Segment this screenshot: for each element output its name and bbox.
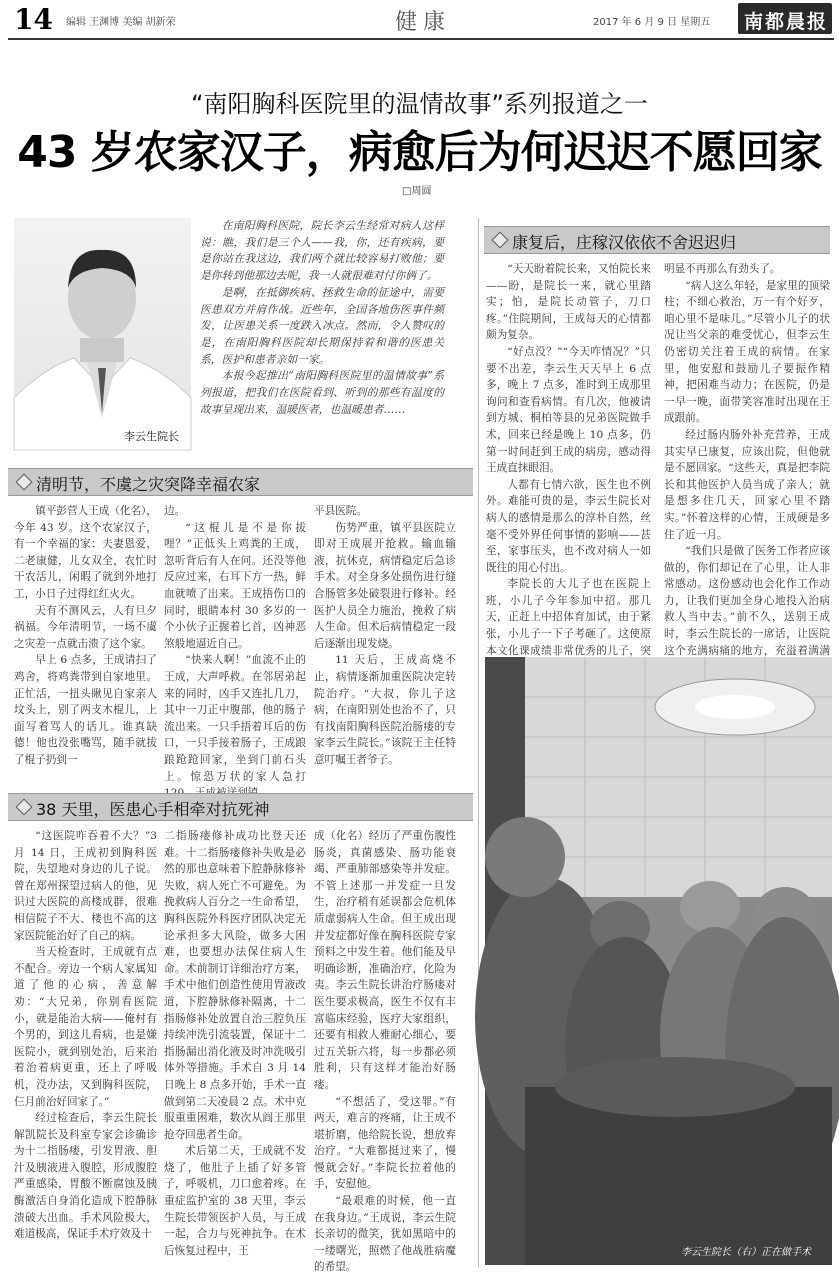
paragraph: 李院长的大儿子也在医院上班，小儿子今年参加中招。那几天，正赶上中招体育加试，由于紧张，小儿子一下子考砸了。这使原本文化课成绩非常优秀的儿子，突 <box>486 578 651 657</box>
section3-header <box>484 226 830 254</box>
masthead-logo <box>738 3 832 34</box>
section1-col1 <box>14 503 157 793</box>
header-rule <box>8 38 834 40</box>
paragraph: 当天检查时，王成就有点不配合。旁边一个病人家属知道了他的心病，善意解劝：“大兄弟，你别看医院小，就是能治大病——俺村有个男的，到这儿看病，也是嫌医院小，就到别处治，后来治着治着病更重，还上了呼吸机，没办法，又到胸科医院，仨月前治好回家了。” <box>14 946 157 1108</box>
paragraph: 平县医院。 <box>314 505 367 517</box>
column-divider <box>478 218 479 1268</box>
section1-title: 清明节，不虞之灾突降幸福农家 <box>36 475 261 494</box>
paragraph: 伤势严重，镇平县医院立即对王成展开抢救。输血输液，抗休克，病情稳定后急诊手术。对全身多处损伤进行缝合肠管多处破裂进行修补。经医护人员全力施治，挽救了病人生命。但术后病情稳定一段后逐渐出现发烧。 <box>314 521 456 650</box>
section3-col1 <box>486 261 651 657</box>
paragraph: 人都有七情六欲，医生也不例外。难能可贵的是，李云生院长对病人的感情是那么的淳朴自然，丝毫不受外界任何事情的影响——甚至，家事压头，也不改对病人一如既往的用心付出。 <box>486 478 651 574</box>
section1-header <box>8 468 473 496</box>
surgery-illustration <box>485 657 832 1265</box>
diamond-icon <box>16 799 33 816</box>
paragraph: “我们只是做了医务工作者应该做的，你们却记在了心里，让人非常感动。这份感动也会化作工作动力，让我们更加全身心地投入治病救人当中去。”前不久，送别王成时，李云生院长的一席话，让医院这个充满病痛的地方，充溢着满满 <box>664 545 830 657</box>
page-header <box>0 0 839 40</box>
section2-col2 <box>164 828 306 1266</box>
paragraph: “最艰难的时候，他一直在我身边。”王成说，李云生院长亲切的微笑，犹如黑暗中的一缕曙光，照燃了他战胜病魔的希望。 <box>314 1195 456 1274</box>
intro-paragraph: 是啊，在抵御疾病、拯救生命的征途中，需要医患双方并肩作战。近些年，全国各地伤医事件频发，让医患关系一度跌入冰点。然而，令人赞叹的是，在南阳胸科医院却长期保持着和谐的医患关系，医护和患者亲如一家。 <box>200 285 444 366</box>
paragraph: “这医院咋吞着不大？”3 月 14 日，王成初到胸科医院，失望地对身边的儿子说。曾在郑州探望过病人的他，见识过大医院的高楼成群，很难相信院子不大、楼也不高的这家医院能治好了自己的病。 <box>14 830 157 942</box>
surgery-photo <box>485 657 832 1265</box>
surgery-photo-caption: 李云生院长（右）正在做手术 <box>681 1247 811 1258</box>
intro-text <box>200 218 444 450</box>
headline-title: 43 岁农家汉子，病愈后为何迟迟不愿回家 <box>17 127 822 178</box>
issue-date: 2017 年 6 月 9 日 星期五 <box>593 17 711 28</box>
byline: □周圆 <box>402 186 432 197</box>
section3-title: 康复后，庄稼汉依依不舍迟迟归 <box>512 233 737 252</box>
paragraph: “病人这么年轻，是家里的顶梁柱；不细心救治，万一有个好歹，咱心里不是味儿。”尽管小儿子的状况让当父亲的难受忧心，但李云生仍密切关注着王成的病情。在家里，他安慰和鼓励儿子要振作精神，把困难当动力；在医院，仍是一早一晚，面带笑容准时出现在王成跟前。 <box>664 279 830 425</box>
masthead-logo-text: 南都晨报 <box>744 11 829 33</box>
paragraph: 镇平彭营人王成（化名），今年 43 岁。这个农家汉子，有一个幸福的家：夫妻恩爱，二老康健，儿女双全，农忙时干农活儿，闲暇了就到外地打工，小日子过得红红火火。 <box>14 505 158 600</box>
page-number: 14 <box>14 3 53 36</box>
diamond-icon <box>16 474 33 491</box>
paragraph: 明显不再那么有劲头了。 <box>664 263 781 275</box>
editors-line: 编辑 王渊博 美编 胡新荣 <box>66 17 176 28</box>
portrait-caption: 李云生院长 <box>124 430 179 443</box>
paragraph: 边。 <box>164 505 186 517</box>
paragraph: “快来人啊！”血流不止的王成，大声呼救。在邻居弟起来的同时，凶手又连扎几刀，其中一刀正中腹部，他的肠子流出来。一只手捂着耳后的伤口，一只手接着肠子，王成踉踉跄跄回家，坐到门前石头上。惊恐万状的家人急打 <box>164 654 306 783</box>
paragraph: 11 天后，王成高烧不止，病情逐渐加重医院决定转院治疗。“大叔，你儿子这病，在南阳别处也治不了，只有找南阳胸科医院治肠瘘的专家李云生院长。”该院王主任特意叮嘱王者爷子。 <box>314 654 456 766</box>
paragraph: 术后第二天，王成就不发烧了，他肚子上插了好多管子，呼吸机，刀口愈着疼。在重症监护室的 38 天里，李云生院长带领医护人员，与王成一起，合力与死神抗争。在术后恢复过程中，王 <box>164 1145 306 1257</box>
paragraph: “这棍儿是不是你拔哩？”正低头上鸡粪的王成，忽听背后有人在问。还没等他反应过来，右耳下方一热，鲜血就喷了出来。王成捂伤口的同时，眼睛本村 30 多岁的一个小伙子正握着匕首，凶神恶煞般地逼近自己。 <box>164 521 306 650</box>
section2-title: 38 天里，医患心手相牵对抗死神 <box>36 800 270 819</box>
portrait-illustration <box>14 218 191 450</box>
section3-col2 <box>664 261 830 657</box>
paragraph: “天天盼着院长来，又怕院长来——盼，是院长一来，就心里踏实；怕，是院长动管子，刀口疼。”住院期间，王成每天的心情都颇为复杂。 <box>486 263 651 342</box>
section1-col2 <box>164 503 306 793</box>
paragraph: 早上 6 点多，王成请扫了鸡舍，将鸡粪带到自家地里。正忙活，一扭头瞅见自家亲人坟头上，别了两支木棍儿，上面写着骂人的话儿。谁真缺德！他也没张嘴骂，随手就拔了棍子扔到一 <box>14 654 157 766</box>
paragraph: “好点没？”“今天咋情况？”只要不出差，李云生天天早上 6 点多，晚上 7 点多，准时到王成那里询问和查看病情。有几次，他被请到方城、桐柏等县的兄弟医院做手术，回来已经是晚上 10 点多，仍第一时间赶到王成的病房，感动得王成直抹眼泪。 <box>486 345 651 475</box>
paragraph: 二指肠瘘修补成功比登天还难。十二指肠瘘修补失败是必然的那也意味着下腔静脉修补失败，病人死亡不可避免。为挽救病人百分之一生命希望，胸科医院外科医疗团队决定无论承担多大风险，做多大困难，也要想办法保住病人生命。术前制订详细治疗方案，手术中他们创造性使用胃液改道，下腔静脉修补隔离，十二指肠修补处放置自治三腔负压持续冲洗引流装置，保证十二指肠漏出消化液及时冲洗吸引体外等措施。手术自 3 月 14 日晚上 8 点多开始，手术一直做到第二天凌晨 2 点。术中克服重重困难，数次从阎王那里抢夺回患者生命。 <box>164 830 306 1141</box>
intro-paragraph: 本报今起推出“南阳胸科医院里的温情故事”系列报道，把我们在医院看到、听到的那些有温度的故事呈现出来，温暖医者，也温暖患者…… <box>200 369 444 416</box>
headline-kicker: “南阳胸科医院里的温情故事”系列报道之一 <box>191 90 648 118</box>
paragraph: 天有不测风云，人有旦夕祸福。今年清明节，一场不虞之灾差一点就击溃了这个家。 <box>14 604 157 650</box>
section2-col1 <box>14 828 157 1266</box>
paragraph: 经过肠内肠外补充营养，王成其实早已康复，应该出院，但他就是不愿回家。“这些天，真是把李院长和其他医护人员当成了亲人；就是想多住几天，回家心里不踏实。”怀着这样的心情，王成硬是多住了近一月。 <box>664 428 830 541</box>
paragraph: 经过检查后，李云生院长解凯院长及科室专家会诊确诊为十二指肠瘘，引发胃液、胆汁及胰液进入腹腔，形成腹腔严重感染，胃酸不断腐蚀及胰酶激活自身消化造成下腔静脉溃破大出血。手术风险极大，难道极高，保证手术疗效及十 <box>14 1112 157 1241</box>
intro-paragraph: 在南阳胸科医院，院长李云生经常对病人这样说：瞧，我们是三个人——我，你，还有疾病，要是你站在我这边，我们两个就比较容易打败他；要是你转到他那边去呢，我一人就很难对付你俩了。 <box>200 219 444 283</box>
diamond-icon <box>492 232 509 249</box>
section2-col3 <box>314 828 456 1274</box>
paragraph: 成（化名）经历了严重伤腹性肠炎，真菌感染、肠功能衰竭、严重肺部感染等并发症。不管上述那一并发症一旦发生，治疗稍有延误都会危机体质虚弱病人生命。但王成出现并发症都好像在胸科医院专家预料之中发生着。他们能及早明确诊断，准确治疗，化险为夷。李云生院长讲治疗肠瘘对医生要求极高，医生不仅有丰富临床经验，医疗大家组织，还要有相救人雅耐心细心，要过五关斩六将，每一步都必须胜利，只有这样才能治好肠瘘。 <box>314 830 456 1091</box>
section1-col3 <box>314 503 456 793</box>
section-name: 健康 <box>395 10 452 35</box>
portrait-photo <box>14 218 191 450</box>
section2-header <box>8 793 473 821</box>
paragraph: “不想活了，受这罪。”有两天，难言的疼痛，让王成不堪折磨，他给院长说，想放弃治疗。“大难都挺过来了，慢慢就会好。”李院长拉着他的手，安慰他。 <box>314 1095 456 1191</box>
